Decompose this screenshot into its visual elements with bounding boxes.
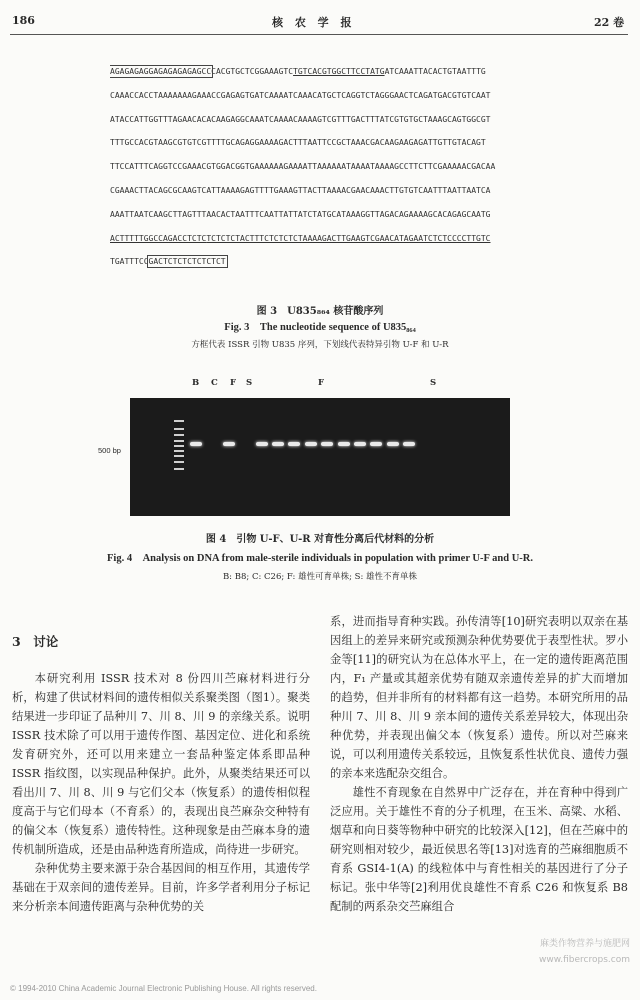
sequence-line	[110, 155, 550, 179]
primer-box-segment: AGAGAGAGGAGAGAGAGAGCC	[110, 67, 212, 76]
marker-size-label: 500 bp	[98, 446, 121, 455]
left-column	[12, 612, 310, 916]
nucleotide-sequence	[110, 60, 550, 274]
sequence-segment: TGATTTCC	[110, 257, 149, 267]
ladder-band	[174, 445, 184, 447]
pcr-band	[354, 442, 366, 446]
fig3-note: 方框代表 ISSR 引物 U835 序列，下划线代表特异引物 U-F 和 U-R	[191, 340, 449, 350]
fig3-caption-en: Fig. 3 The nucleotide sequence of U835₈₆₄	[224, 322, 416, 333]
sequence-segment: CGAAACTTACAGCGCAAGTCATTAAAAGAGTTTTGAAAGTTACTTAAAACGAACAAACTTGTGTCAATTTAATTAATCA	[110, 185, 491, 195]
lane-label: S	[246, 378, 253, 388]
sequence-line	[110, 84, 550, 108]
lane-label: F	[230, 378, 237, 388]
sequence-segment: ATCAAATTACACTGTAATTTG	[384, 67, 486, 76]
ladder-band	[174, 428, 184, 430]
paragraph: 系，进而指导育种实践。孙传清等[10]研究表明以双亲在基因组上的差异来研究或预测杂种优势要优于表型性状。罗小金等[11]的研究认为在总体水平上，在一定的遗传距离范围内，F₁ 产量或其超亲优势有随双亲遗传差异的扩大而增加的趋势，但并非所有的材料都有这一趋势。本研究所用的品种川 7、川 8、川 9 亲本间的遗传关系差异较大，体现出杂种优势，并表现出偏父本（恢复系）遗传。所以对苎麻来说，可以利用遗传关系较远，且恢复系性状优良、遗传力强的亲本来选配杂交组合。	[330, 615, 628, 780]
ladder-band	[174, 420, 184, 422]
pcr-band	[190, 442, 202, 446]
page-header	[0, 0, 640, 40]
primer-underline-segment: TCTCTCTACTTTCTCTCTCTAAAAGACTTGAAGTCGAACATAGAATCTCTCCCCTTGTC	[206, 233, 491, 243]
fig4-caption-cn: 图 4 引物 U-F、U-R 对育性分离后代材料的分析	[205, 534, 435, 545]
pcr-band	[321, 442, 333, 446]
pcr-band	[256, 442, 268, 446]
sequence-line	[110, 179, 550, 203]
fig4-note: B: B8; C: C26; F: 雄性可育单株; S: 雄性不育单株	[222, 572, 418, 582]
volume-number: 22 卷	[594, 16, 625, 29]
primer-underline-segment: ACTTTTTGGCCAGACCTCTC	[110, 233, 207, 243]
ladder-band	[174, 468, 184, 470]
ladder-band	[174, 450, 184, 452]
section-heading: 3 讨论	[12, 634, 59, 649]
pcr-band	[288, 442, 300, 446]
ladder-band	[174, 461, 184, 463]
paragraph: 本研究利用 ISSR 技术对 8 份四川苎麻材料进行分析，构建了供试材料间的遗传相似关系聚类图（图1）。聚类结果进一步印证了品种川 7、川 8、川 9 的亲缘关系。说明 ISSR 技术除了可以用于遗传作图、基因定位、进化和系统发育研究外，还可以用来建立一套品种鉴定体系即品种 ISSR 指纹图，以实现品种保护。此外，从聚类结果还可以看出川 7、川 8、川 9 与它们父本（恢复系）的遗传相似程度高于与它们母本（不育系）的，表现出良苎麻杂交种特有的偏父本（恢复系）遗传特性。这种现象是由苎麻本身的遗传机制所造成，还是由品种选育所造成，尚待进一步研究。	[12, 672, 310, 856]
sequence-segment: TTTGCCACGTAAGCGTGTCGTTTTGCAGAGGAAAAGACTTTAATTCCGCTAAACGACAAGAAGAGATTGTTGTACAGT	[110, 138, 486, 148]
pcr-band	[387, 442, 399, 446]
primer-underline-segment: TGTCACGTGGCTTCCTATG	[293, 67, 385, 76]
sequence-line	[110, 108, 550, 132]
right-column	[330, 612, 628, 916]
lane-label: B	[192, 378, 200, 388]
ladder-band	[174, 455, 184, 457]
sequence-line	[110, 250, 550, 274]
ladder-band	[174, 440, 184, 442]
sequence-line	[110, 227, 550, 251]
header-rule	[10, 34, 628, 35]
sequence-segment: CACGTGCTCGGAAAGTC	[211, 67, 294, 76]
sequence-segment: ATACCATTGGTTTAGAACACACAAGAGGCAAATCAAAACAAAAGTCGTTTGACTTTATCGTGTGCTAAAGCAGTGGCGT	[110, 114, 491, 124]
paragraph: 杂种优势主要来源于杂合基因间的相互作用，其遗传学基础在于双亲间的遗传差异。目前，许多学者利用分子标记来分析亲本间遗传距离与杂种优势的关	[12, 862, 310, 913]
journal-title: 核 农 学 报	[272, 16, 356, 29]
page-number: 186	[12, 14, 35, 27]
gel-lane-labels	[130, 378, 510, 392]
pcr-band	[338, 442, 350, 446]
sequence-line	[110, 131, 550, 155]
lane-label: F	[318, 378, 325, 388]
sequence-segment: AAATTAATCAAGCTTAGTTTAACACTAATTTCAATTATTATCTATGCATAAAGGTTAGACAGAAAAGCACAGAGCAATG	[110, 209, 491, 219]
site-watermark: 麻类作物营养与施肥网 www.fibercrops.com	[539, 939, 630, 965]
pcr-band	[223, 442, 235, 446]
sequence-segment: CAAACCACCTAAAAAAAGAAACCGAGAGTGATCAAAATCAAACATGCTCAGGTCTAGGGAACTCAGATGACGTGTCAAT	[110, 90, 491, 100]
sequence-line	[110, 203, 550, 227]
lane-label: C	[211, 378, 218, 388]
fig4-caption-en: Fig. 4 Analysis on DNA from male-sterile individuals in population with primer U-F and U-R.	[107, 553, 533, 564]
sequence-line	[110, 60, 550, 84]
pcr-band	[272, 442, 284, 446]
gel-image	[130, 398, 510, 516]
ladder-band	[174, 434, 184, 436]
lane-label: S	[430, 378, 437, 388]
pcr-band	[305, 442, 317, 446]
primer-box-segment: GACTCTCTCTCTCTCT	[148, 257, 226, 267]
pcr-band	[403, 442, 415, 446]
sequence-segment: TTCCATTTCAGGTCCGAAACGTGGACGGTGAAAAAAGAAAATTAAAAAATAAAATAAAAGCCTTCTTCGAAAAACGACAA	[110, 162, 496, 172]
pcr-band	[370, 442, 382, 446]
fig3-caption-cn: 图 3 U835₈₆₄ 核苷酸序列	[256, 306, 384, 317]
copyright-footer: © 1994-2010 China Academic Journal Electronic Publishing House. All rights reserved.	[10, 984, 317, 993]
paragraph: 雄性不育现象在自然界中广泛存在，并在育种中得到广泛应用。关于雄性不育的分子机理，在玉米、高粱、水稻、烟草和向日葵等物种中研究的比较深入[12]，但在苎麻中的研究则相对较少，最近侯思名等[13]对选育的苎麻细胞质不育系 GSI4-1(A) 的线粒体中与育性相关的基因进行了分子标记。张中华等[2]利用优良雄性不育系 C26 和恢复系 B8 配制的两系杂交苎麻组合	[330, 786, 628, 913]
